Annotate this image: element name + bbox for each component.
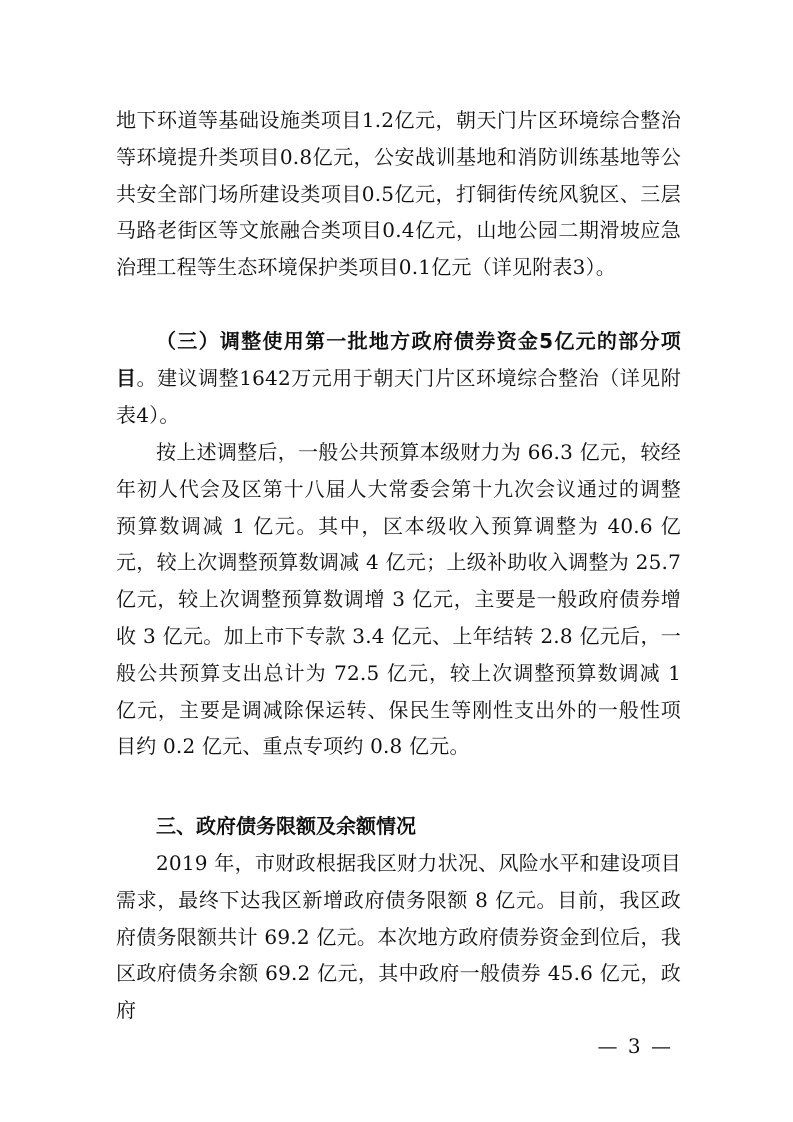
- section-heading-debt-limit: 三、政府债务限额及余额情况: [156, 814, 416, 838]
- subsection-heading-adjust: （三）调整使用第一批地方政府债券资金5亿元的部分项目: [116, 329, 681, 390]
- page-number: — 3 —: [597, 1034, 673, 1058]
- paragraph-adjust-body: 。建议调整1642万元用于朝天门片区环境综合整治（详见附表4）。: [116, 365, 682, 427]
- paragraph-debt-limit: 2019 年，市财政根据我区财力状况、风险水平和建设项目需求，最终下达我区新增政府债务限额 8 亿元。目前，我区政府债务限额共计 69.2 亿元。本次地方政府债券资金到位后，我区政府债务余额 69.2 亿元，其中政府一般债券 45.6 亿元，政府: [116, 851, 681, 1023]
- paragraph-adjust-first-batch: [116, 323, 681, 433]
- paragraph-projects-continued: 地下环道等基础设施类项目1.2亿元，朝天门片区环境综合整治等环境提升类项目0.8亿元，公安战训基地和消防训练基地等公共安全部门场所建设类项目0.5亿元，打铜街传统风貌区、三层马路老街区等文旅融合类项目0.4亿元，山地公园二期滑坡应急治理工程等生态环境保护类项目0.1亿元（详见附表3）。: [116, 108, 681, 280]
- paragraph-budget-summary: 按上述调整后，一般公共预算本级财力为 66.3 亿元，较经年初人代会及区第十八届人大常委会第十九次会议通过的调整预算数调减 1 亿元。其中，区本级收入预算调整为 40.6 亿元，较上次调整预算数调减 4 亿元；上级补助收入调整为 25.7 亿元，较上次调整预算数调增 3 亿元，主要是一般政府债券增收 3 亿元。加上市下专款 3.4 亿元、上年结转 2.8 亿元后，一般公共预算支出总计为 72.5 亿元，较上次调整预算数调减 1 亿元，主要是调减除保运转、保民生等刚性支出外的一般性项目约 0.2 亿元、重点专项约 0.8 亿元。: [116, 440, 681, 759]
